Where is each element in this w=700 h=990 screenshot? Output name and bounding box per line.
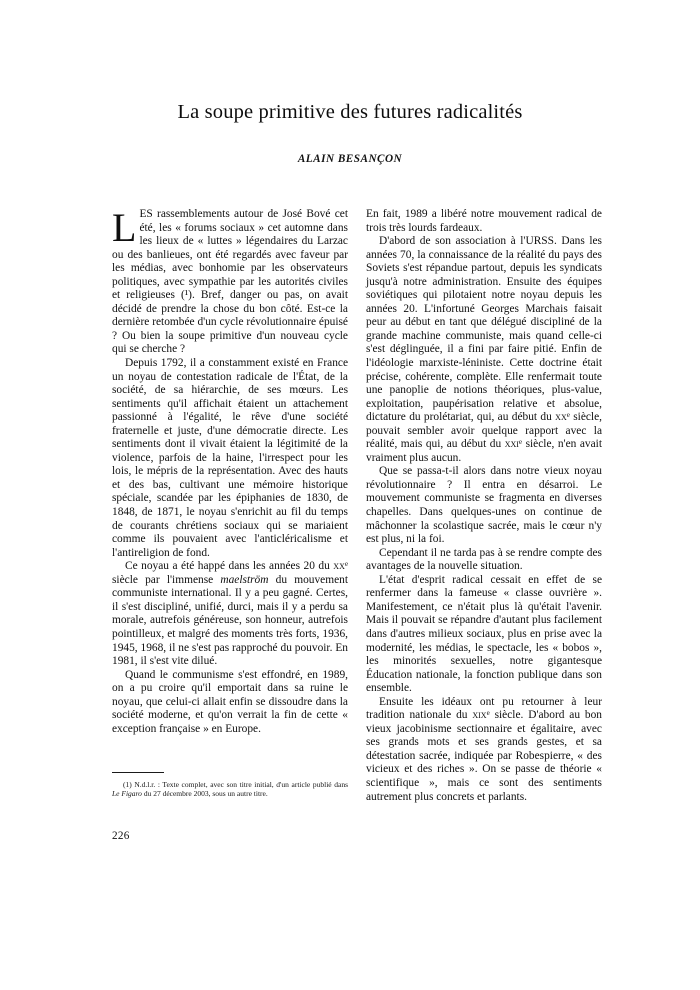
paragraph — [366, 574, 602, 696]
ordinal-suffix: e — [518, 438, 523, 447]
paragraph-text: siècle, n'en avait vraiment plus aucun. — [366, 438, 602, 464]
paragraph-text: siècle, pouvait sembler avoir quelque rapport avec la réalité, mais qui, au début du — [366, 411, 602, 451]
footnote-zone — [112, 772, 348, 799]
century-small-caps: xx — [555, 411, 567, 424]
paragraph-text: En fait, 1989 a libéré notre mouvement radical de trois très lourds fardeaux. — [366, 208, 602, 234]
page-number: 226 — [112, 830, 130, 842]
paragraph-text: L'état d'esprit radical cessait en effet de se renfermer dans la fameuse « classe ouvrière ». Manifestement, ce n'était plus là qu'était l'avenir. Mais il pouvait se répandre d'autant plus facilement dans d'autres milieux sociaux, plus en prise avec la modernité, les médias, le spectacle, les « bobos », les minorités sexuelles, notre gigantesque Éducation nationale, la fonction publique dans son ensemble. — [366, 573, 602, 695]
paragraph — [366, 235, 602, 465]
paragraph — [366, 208, 602, 235]
century-small-caps: xix — [472, 709, 487, 722]
ordinal-suffix: e — [486, 709, 490, 718]
footnote-separator-rule — [112, 772, 164, 773]
page-title: La soupe primitive des futures radicalités — [177, 101, 523, 123]
paragraph-text: siècle. D'abord au bon vieux jacobinisme sectionnaire et égalitaire, avec ses grands mots et ses grands gestes, et sa détestation sacrée, indiquée par Robespierre, « des vicieux et des riches ». On se passe de théorie « scientifique », mais ce sont des sentiments autrement plus concrets et parlants. — [366, 709, 603, 803]
small-caps-lead: ES — [139, 208, 153, 220]
italic-term: maelström — [220, 573, 269, 586]
paragraph-text: siècle par l'immense — [112, 573, 221, 586]
author-byline: ALAIN BESANÇON — [297, 152, 403, 165]
footnote-source-title: Le Figaro — [112, 789, 142, 799]
footnote-text — [112, 780, 348, 799]
ordinal-suffix: e — [566, 411, 570, 420]
century-small-caps: xxi — [504, 438, 519, 451]
footnote-part-a: (1) N.d.l.r. : Texte complet, avec son titre initial, d'un article publié dans — [123, 780, 348, 789]
column-right — [366, 208, 602, 804]
paragraph — [366, 547, 602, 574]
century-small-caps: xx — [333, 560, 345, 573]
paragraph — [112, 560, 348, 668]
paragraph-text: Ce noyau a été happé dans les années 20 du — [125, 560, 334, 573]
paragraph-text: Quand le communisme s'est effondré, en 1989, on a pu croire qu'il emportait dans sa ruine le noyau, que celui-ci allait enfin se dissoudre dans la société moderne, et qu'on verrait la fin de cette « exception française » en Europe. — [112, 668, 348, 735]
paragraph-text: Que se passa-t-il alors dans notre vieux noyau révolutionnaire ? Il entra en désarroi. Le mouvement communiste se fragmenta en diverses chapelles. Dans quelques-unes on continue de mâchonner la scolastique sacrée, mais le cœur n'y est plus, ni la foi. — [366, 465, 602, 546]
ordinal-suffix: e — [344, 560, 348, 569]
footnote-part-b: du 27 décembre 2003, sous un autre titre. — [141, 789, 268, 799]
article-body — [112, 205, 603, 808]
paragraph — [366, 465, 602, 546]
paragraph — [112, 205, 348, 357]
paragraph — [112, 669, 348, 737]
drop-cap: L — [112, 205, 137, 250]
paragraph-text: Depuis 1792, il a constamment existé en France un noyau de contestation radicale de l'État, de la société, de sa hiérarchie, de ses mœurs. Les sentiments qu'il affichait étaient un attachement passionné à l'égalité, le rêve d'une société fraternelle et juste, d'une démocratie directe. Les sentiments dont il vivait étaient la légitimité de la violence, parfois de la haine, l'irrespect pour les lois, le mépris de la représentation. Avec des hauts et des bas, cultivant une mémoire historique spéciale, scandée par les épiphanies de 1830, de 1848, de 1871, le noyau s'enrichit au fil du temps de courants chrétiens sociaux qui se mariaient comme ils pouvaient avec l'anticléricalisme et l'antireligion de fond. — [112, 357, 348, 559]
paragraph — [366, 696, 602, 804]
paragraph-text: rassemblements autour de José Bové cet été, les « forums sociaux » cet automne dans les lieux de « luttes » légendaires du Larzac ou des banlieues, ont été regardés avec faveur par les médias, avec bonhomie par les observateurs politiques, avec sympathie par les autorités civiles et religieuses (¹). Bref, danger ou pas, on avait décidé de prendre la chose du bon côté. Est-ce la dernière retombée d'un cycle révolutionnaire épuisé ? Ou bien la soupe primitive d'un nouveau cycle qui se cherche ? — [112, 208, 348, 356]
paragraph-text: Cependant il ne tarda pas à se rendre compte des avantages de la nouvelle situation. — [366, 546, 602, 573]
paragraph-text: du mouvement communiste international. Il y a peu gagné. Certes, il s'est discipliné, unifié, durci, mais il y a perdu sa morale, autrefois généreuse, son honneur, autrefois pointilleux, et malgré des moments très forts, 1936, 1945, 1968, il ne s'est pas rapproché du pouvoir. En 1981, il s'est vite dilué. — [112, 573, 349, 668]
paragraph-text: D'abord de son association à l'URSS. Dans les années 70, la connaissance de la réalité du pays des Soviets s'est répandue partout, depuis les syndicats jusqu'à notre administration. Ensuite des équipes soviétiques qui pilotaient notre noyau depuis les années 20. L'infortuné Georges Marchais faisait peur au début en tant que délégué discipliné de la grande machine communiste, mais quand celle-ci s'est déglinguée, il a fini par faire pitié. Enfin de l'idéologie marxiste-léniniste. Cette doctrine était précise, cohérente, complète. Elle renfermait toute une panoplie de notions théoriques, plus-value, exploitation, paupérisation relative et absolue, dictature du prolétariat, qui, au début du — [366, 235, 602, 424]
column-left — [112, 205, 349, 736]
paragraph — [112, 357, 348, 560]
title-block — [60, 100, 640, 165]
paragraph-text: Ensuite les idéaux ont pu retourner à leur tradition nationale du — [366, 695, 602, 722]
